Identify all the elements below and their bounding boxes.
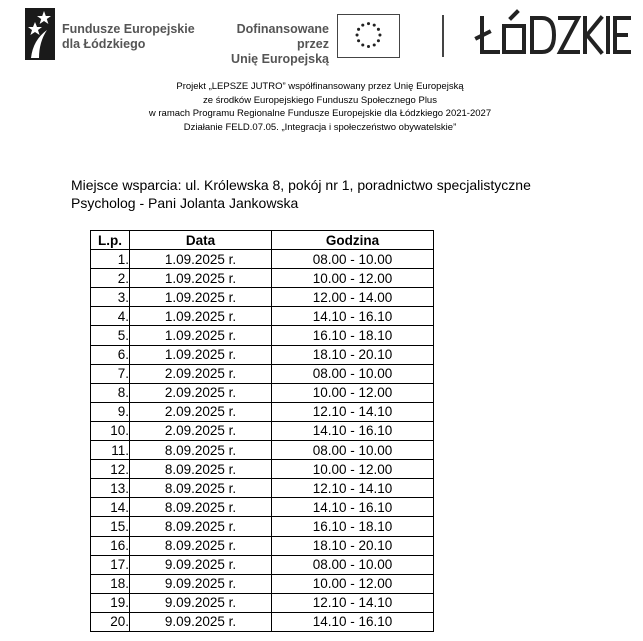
table-row <box>91 479 434 498</box>
row-lp: 11. <box>91 441 130 460</box>
table-row <box>91 498 434 517</box>
table-header-row <box>91 231 434 250</box>
row-lp: 5. <box>91 326 130 345</box>
table-row <box>91 612 434 631</box>
row-lp: 3. <box>91 288 130 307</box>
eu-funding-text <box>208 22 329 67</box>
fe-logo-line2: dla Łódzkiego <box>62 37 146 51</box>
eu-funding-line2: Unię Europejską <box>231 52 329 66</box>
row-lp: 20. <box>91 612 130 631</box>
row-date: 9.09.2025 r. <box>130 555 272 574</box>
row-date: 2.09.2025 r. <box>130 402 272 421</box>
row-time: 18.10 - 20.10 <box>272 536 434 555</box>
row-time: 12.10 - 14.10 <box>272 402 434 421</box>
row-lp: 17. <box>91 555 130 574</box>
row-lp: 12. <box>91 460 130 479</box>
row-date: 1.09.2025 r. <box>130 288 272 307</box>
row-time: 14.10 - 16.10 <box>272 612 434 631</box>
project-line-3: w ramach Programu Regionalne Fundusze Europejskie dla Łódzkiego 2021-2027 <box>148 108 492 119</box>
table-row <box>91 269 434 288</box>
header-time: Godzina <box>272 231 434 250</box>
row-lp: 1. <box>91 250 130 269</box>
row-date: 1.09.2025 r. <box>130 326 272 345</box>
row-lp: 13. <box>91 479 130 498</box>
table-row <box>91 517 434 536</box>
row-date: 1.09.2025 r. <box>130 269 272 288</box>
fe-logo-line1: Fundusze Europejskie <box>62 22 195 36</box>
row-lp: 4. <box>91 307 130 326</box>
table-row <box>91 364 434 383</box>
row-date: 2.09.2025 r. <box>130 383 272 402</box>
header-date: Data <box>130 231 272 250</box>
row-lp: 8. <box>91 383 130 402</box>
row-date: 2.09.2025 r. <box>130 364 272 383</box>
row-date: 1.09.2025 r. <box>130 307 272 326</box>
row-time: 14.10 - 16.10 <box>272 307 434 326</box>
row-time: 10.00 - 12.00 <box>272 460 434 479</box>
table-row <box>91 307 434 326</box>
row-date: 9.09.2025 r. <box>130 612 272 631</box>
header-lp: L.p. <box>91 231 130 250</box>
row-time: 16.10 - 18.10 <box>272 517 434 536</box>
row-time: 12.00 - 14.00 <box>272 288 434 307</box>
row-time: 08.00 - 10.00 <box>272 364 434 383</box>
support-location: Miejsce wsparcia: ul. Królewska 8, pokój nr 1, poradnictwo specjalistyczne <box>71 177 531 193</box>
row-time: 10.00 - 12.00 <box>272 383 434 402</box>
project-line-2: ze środków Europejskiego Funduszu Społecznego Plus <box>203 94 437 106</box>
eu-funding-line1: Dofinansowane przez <box>236 22 329 51</box>
project-line-4: Działanie FELD.07.05. „Integracja i społeczeństwo obywatelskie” <box>183 121 457 133</box>
row-time: 10.00 - 12.00 <box>272 574 434 593</box>
eu-flag-icon <box>337 14 400 58</box>
table-row <box>91 536 434 555</box>
row-lp: 19. <box>91 593 130 612</box>
specialist-name: Psycholog - Pani Jolanta Jankowska <box>71 195 299 211</box>
schedule-table <box>90 230 434 632</box>
row-lp: 14. <box>91 498 130 517</box>
row-time: 16.10 - 18.10 <box>272 326 434 345</box>
table-row <box>91 326 434 345</box>
row-date: 8.09.2025 r. <box>130 441 272 460</box>
row-date: 8.09.2025 r. <box>130 498 272 517</box>
row-lp: 18. <box>91 574 130 593</box>
project-line-1: Projekt „LEPSZE JUTRO” współfinansowany przez Unię Europejską <box>176 81 464 92</box>
table-row <box>91 555 434 574</box>
row-time: 10.00 - 12.00 <box>272 269 434 288</box>
row-lp: 7. <box>91 364 130 383</box>
logo-separator <box>442 15 444 57</box>
row-date: 9.09.2025 r. <box>130 574 272 593</box>
row-time: 08.00 - 10.00 <box>272 555 434 574</box>
row-date: 8.09.2025 r. <box>130 536 272 555</box>
table-row <box>91 574 434 593</box>
table-row <box>91 345 434 364</box>
table-row <box>91 593 434 612</box>
row-lp: 10. <box>91 421 130 440</box>
row-date: 1.09.2025 r. <box>130 250 272 269</box>
row-lp: 2. <box>91 269 130 288</box>
fundusze-europejskie-logo <box>25 8 55 60</box>
table-row <box>91 288 434 307</box>
row-lp: 6. <box>91 345 130 364</box>
row-date: 8.09.2025 r. <box>130 517 272 536</box>
fe-logo-text <box>62 22 195 52</box>
row-time: 12.10 - 14.10 <box>272 479 434 498</box>
row-time: 08.00 - 10.00 <box>272 250 434 269</box>
row-time: 14.10 - 16.10 <box>272 421 434 440</box>
lodzkie-logo <box>474 8 632 60</box>
table-row <box>91 250 434 269</box>
project-header <box>60 80 580 134</box>
table-row <box>91 383 434 402</box>
row-date: 9.09.2025 r. <box>130 593 272 612</box>
table-row <box>91 421 434 440</box>
row-date: 1.09.2025 r. <box>130 345 272 364</box>
row-lp: 15. <box>91 517 130 536</box>
row-lp: 16. <box>91 536 130 555</box>
logo-bar <box>0 0 643 70</box>
row-date: 2.09.2025 r. <box>130 421 272 440</box>
table-row <box>91 402 434 421</box>
row-date: 8.09.2025 r. <box>130 460 272 479</box>
row-time: 14.10 - 16.10 <box>272 498 434 517</box>
table-row <box>91 441 434 460</box>
row-time: 18.10 - 20.10 <box>272 345 434 364</box>
row-date: 8.09.2025 r. <box>130 479 272 498</box>
row-time: 12.10 - 14.10 <box>272 593 434 612</box>
row-lp: 9. <box>91 402 130 421</box>
row-time: 08.00 - 10.00 <box>272 441 434 460</box>
table-row <box>91 460 434 479</box>
